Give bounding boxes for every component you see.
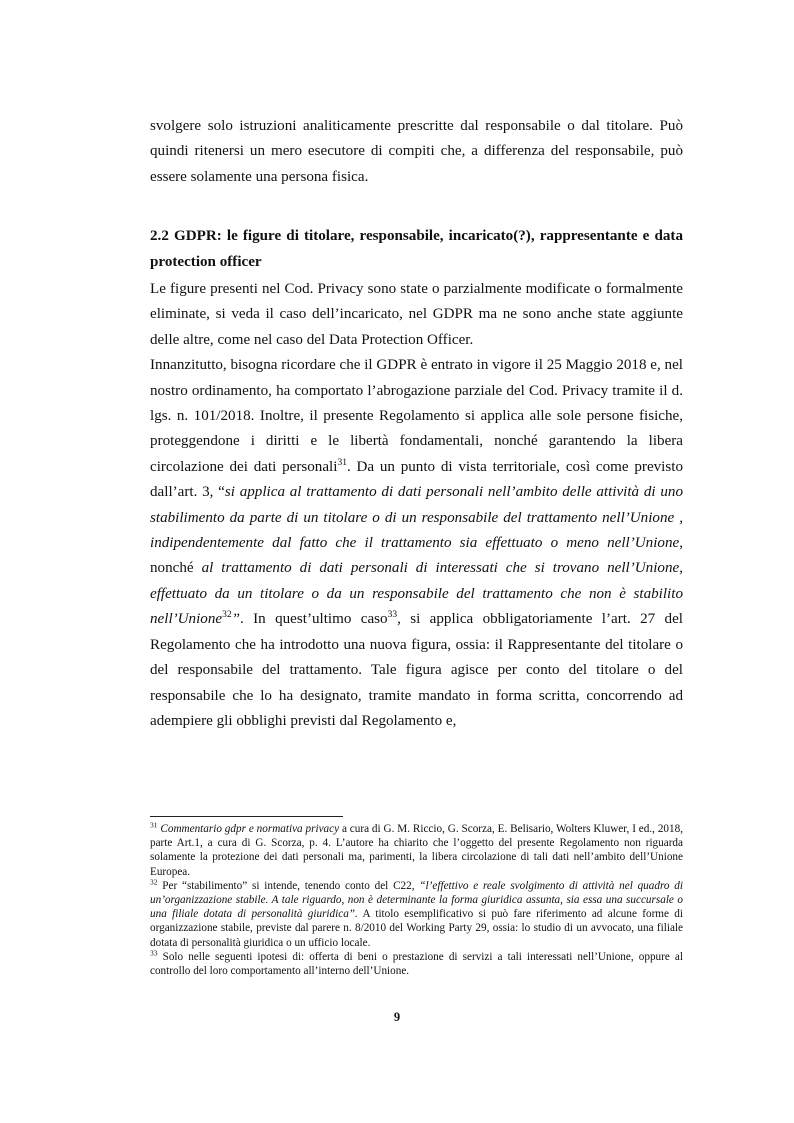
footnote-ref-31[interactable]: 31 (337, 457, 347, 468)
text-segment: , si applica obbligatoriamente l’art. 27 del Regolamento che ha introdotto una nuova figura, ossia: il Rappresentante del titolare o del responsabile del trattamento. Tale figura agisce per conto del titolare o del responsabile che lo ha designato, tramite mandato in forma scritta, concorrendo ad adempiere gli obblighi previsti dal Regolamento e, (150, 611, 683, 729)
footnote-text: Solo nelle seguenti ipotesi di: offerta di beni o prestazione di servizi a tali interessati nell’Unione, oppure al controllo del loro comportamento all’interno dell’Unione. (150, 950, 683, 978)
footnote-text: A titolo esemplificativo si può fare riferimento ad alcune forme di organizzazione stabile, previste dal parere n. 8/2010 del Working Party 29, ossia: lo studio di un avvocato, una filiale dotata di personalità giuridica o un ufficio locale. (150, 908, 683, 949)
body-text-block (150, 277, 683, 734)
section-heading: 2.2 GDPR: le figure di titolare, responsabile, incaricato(?), rappresentante e data protection officer (150, 228, 683, 270)
text-segment: . In quest’ultimo caso (240, 611, 388, 628)
page-number: 9 (393, 1010, 401, 1024)
quote-art3-part1: si applica al trattamento di dati personali nell’ambito delle attività di uno stabilimento da parte di un titolare o di un responsabile del trattamento nell’Unione , indipendentemente dal fatto che il trattamento sia effettuato o meno nell’Unione (150, 484, 683, 552)
text-segment: Innanzitutto, bisogna ricordare che il GDPR è entrato in vigore il 25 Maggio 2018 e, nel nostro ordinamento, ha comportato l’abrogazione parziale del Cod. Privacy tramite il d. lgs. n. 101/2018. Inoltre, il presente Regolamento si applica alle sole persone fisiche, proteggendone i diritti e le libertà fondamentali, nonché garantendo la libera circolazione dei dati personali (150, 357, 683, 475)
footnote-number: 33 (150, 948, 158, 958)
body-paragraph-1 (150, 114, 683, 190)
footnote-quote: “l’effettivo e reale svolgimento di attività nel quadro di un’organizzazione stabile. A tale riguardo, non è determinante la forma giuridica assunta, sia essa una succursale o una filiale dotata di personalità giuridica”. (150, 879, 683, 921)
quote-close: ” (231, 611, 240, 628)
footnote-number: 31 (150, 820, 158, 830)
footnote-ref-33[interactable]: 33 (387, 610, 398, 621)
footnote-32 (150, 879, 683, 950)
text-segment: , (679, 560, 683, 577)
text-segment: , nonché (150, 535, 683, 577)
footnote-31 (150, 822, 683, 879)
text-segment: . Da un punto di vista territoriale, così come previsto dall’art. 3, “ (150, 458, 683, 501)
quote-art3-part3: effettuato da un titolare o da un responsabile del trattamento che non è stabilito nell’Unione (150, 585, 683, 628)
footnote-33 (150, 950, 683, 978)
footnote-number: 32 (150, 877, 158, 887)
footnote-ref-32[interactable]: 32 (222, 610, 232, 621)
footnotes (150, 822, 683, 978)
footnote-text: a cura di G. M. Riccio, G. Scorza, E. Belisario, Wolters Kluwer, I ed., 2018, parte Art.1, a cura di G. Scorza, p. 4. L’autore ha chiarito che l’oggetto del presente Regolamento non riguarda solamente la protezione dei dati personali ma, parimenti, la libera circolazione di tali dati nell’ambito dell’Unione Europea. (150, 823, 684, 878)
paragraph-gdpr-scope (150, 353, 683, 734)
footnote-source-title: Commentario gdpr e normativa privacy (160, 823, 340, 835)
quote-art3-part2: al trattamento di dati personali di interessati che si trovano nell’Unione (201, 560, 680, 577)
paragraph-continuation: svolgere solo istruzioni analiticamente prescritte dal responsabile o dal titolare. Può quindi ritenersi un mero esecutore di compiti che, a differenza del responsabile, può essere solamente una persona fisica. (150, 118, 683, 185)
paragraph-figures: Le figure presenti nel Cod. Privacy sono state o parzialmente modificate o formalmente eliminate, si veda il caso dell’incaricato, nel GDPR ma ne sono anche state aggiunte delle altre, come nel caso del Data Protection Officer. (150, 281, 683, 348)
footnote-text: Per “stabilimento” si intende, tenendo conto del C22, (157, 879, 420, 892)
footnote-separator (150, 816, 343, 817)
